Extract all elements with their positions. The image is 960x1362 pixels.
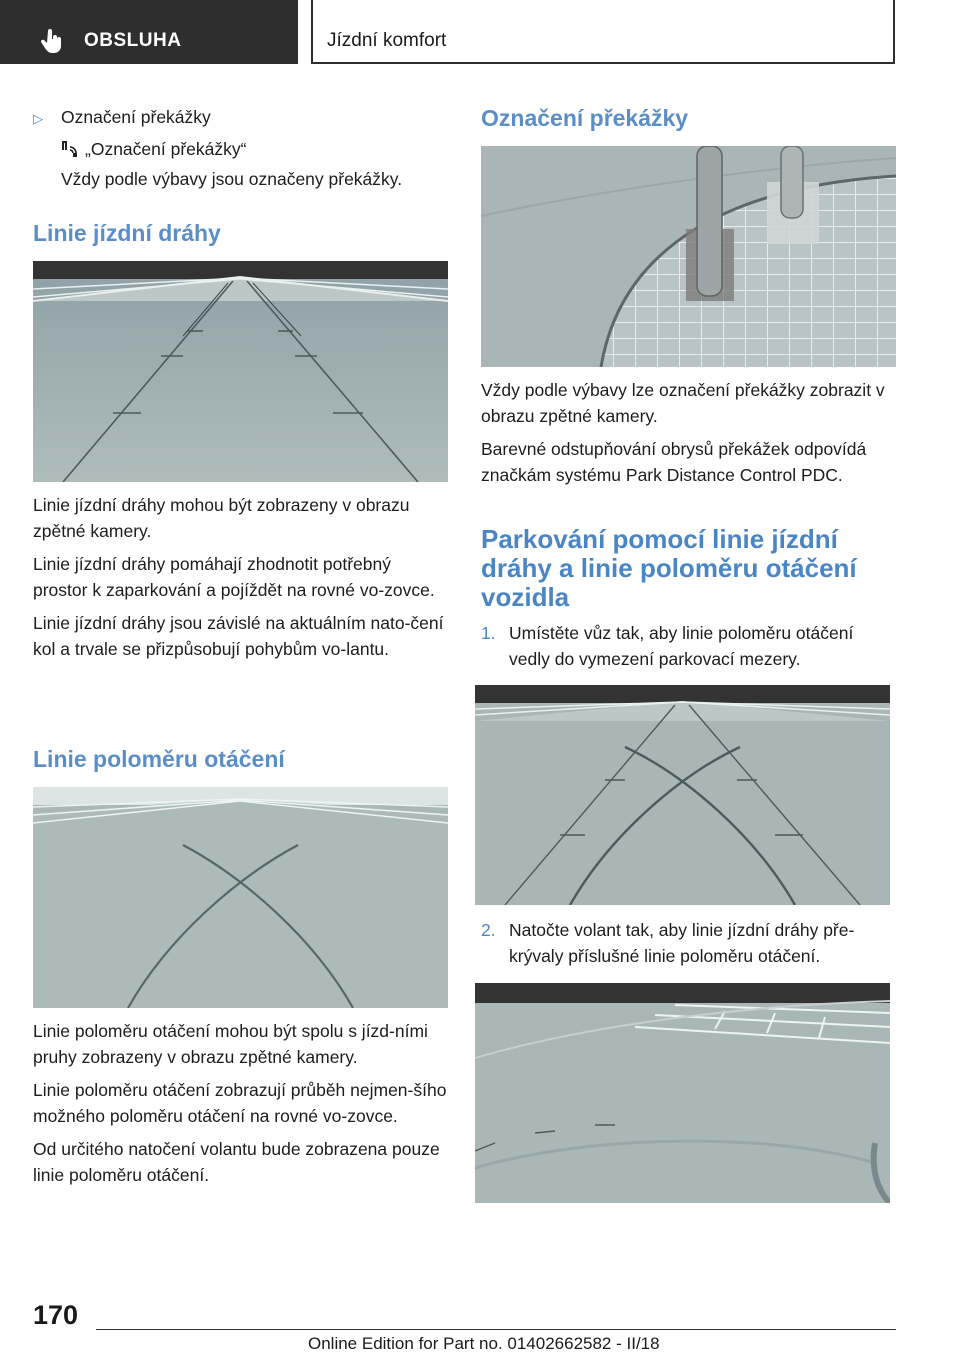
figure-lane-lines (33, 261, 448, 482)
figure-obstacle-marking (481, 146, 896, 367)
radius-paragraph-2: Linie poloměru otáčení zobrazují průběh nejmen-šího možného poloměru otáčení na rovné vo-zovce. (33, 1080, 447, 1126)
hand-pointer-icon (40, 28, 66, 54)
page-number: 170 (33, 1300, 79, 1330)
heading-lanes: Linie jízdní dráhy (33, 220, 221, 246)
lanes-paragraph-3: Linie jízdní dráhy jsou závislé na aktuálním nato-čení kol a trvale se přizpůsobují pohybům vo-lantu. (33, 613, 444, 659)
step-2 (481, 917, 896, 976)
step-2-number: 2. (481, 920, 496, 940)
obstacle-marking-icon (61, 140, 79, 158)
obstacle-paragraph-1: Vždy podle výbavy lze označení překážky zobrazit v obrazu zpětné kamery. (481, 380, 885, 426)
bullet-item: Označení překážky (61, 107, 211, 127)
radius-text (33, 1018, 448, 1195)
edition-note: Online Edition for Part no. 01402662582 - II/18 (308, 1334, 660, 1353)
step-2-text: Natočte volant tak, aby linie jízdní dráhy pře-krývaly příslušné linie poloměru otáčení. (509, 920, 855, 966)
step-1-number: 1. (481, 623, 496, 643)
chapter-header (311, 0, 895, 64)
figure-parking-step-2 (475, 983, 890, 1203)
step-1 (481, 620, 896, 679)
heading-obstacle: Označení překážky (481, 105, 689, 131)
section-title: OBSLUHA (84, 30, 182, 51)
bullet-marker: ▷ (33, 111, 43, 126)
heading-parking: Parkování pomocí linie jízdní dráhy a linie poloměru otáčení vozidla (481, 524, 857, 612)
radius-paragraph-3: Od určitého natočení volantu bude zobrazena pouze linie poloměru otáčení. (33, 1139, 440, 1185)
figure-parking-step-1 (475, 685, 890, 905)
chapter-title: Jízdní komfort (327, 30, 447, 51)
bullet-icon-label: „Označení překážky“ (85, 139, 247, 159)
obstacle-text (481, 377, 896, 495)
lanes-paragraph-2: Linie jízdní dráhy pomáhají zhodnotit potřebný prostor k zaparkování a pojíždět na rovné vo-zovce. (33, 554, 435, 600)
lanes-paragraph-1: Linie jízdní dráhy mohou být zobrazeny v obrazu zpětné kamery. (33, 495, 410, 541)
left-column-top (33, 104, 448, 199)
lanes-text (33, 492, 448, 669)
obstacle-paragraph-2: Barevné odstupňování obrysů překážek odpovídá značkám systému Park Distance Control PDC. (481, 439, 867, 485)
step-1-text: Umístěte vůz tak, aby linie poloměru otáčení vedly do vymezení parkovací mezery. (509, 623, 854, 669)
bullet-description: Vždy podle výbavy jsou označeny překážky. (61, 169, 403, 189)
figure-turning-radius (33, 787, 448, 1008)
radius-paragraph-1: Linie poloměru otáčení mohou být spolu s jízd-ními pruhy zobrazeny v obrazu zpětné kamery. (33, 1021, 428, 1067)
section-tab (0, 0, 298, 64)
footer-divider (96, 1329, 896, 1330)
heading-radius: Linie poloměru otáčení (33, 746, 285, 772)
